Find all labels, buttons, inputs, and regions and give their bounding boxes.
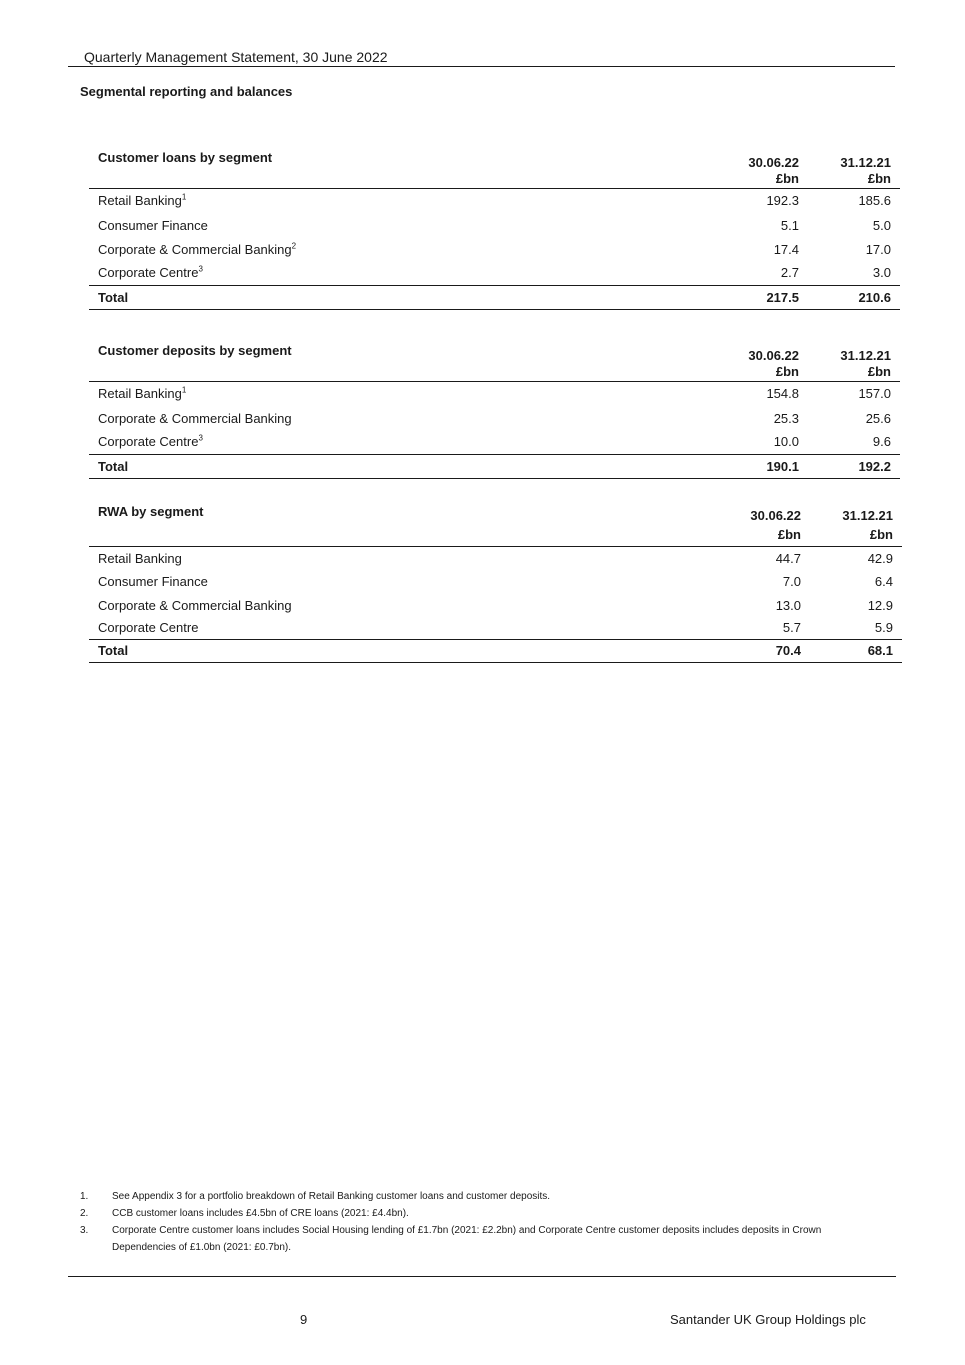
footnote-ref: 1 [181,385,187,395]
row-label: Corporate Centre [98,620,199,636]
footnote-ref: 2 [291,241,297,251]
cell-value: 42.9 [867,550,893,566]
cell-value: 6.4 [874,574,893,589]
row-label: Total [89,285,716,309]
table-row [89,381,900,406]
cell-value: 9.6 [872,434,891,450]
column-header: 31.12.21 [842,508,893,523]
customer-loans-table [89,144,900,310]
cell-value: 17.4 [773,241,799,257]
unit-label: £bn [716,363,808,381]
table-row [89,188,900,213]
footnote [80,1205,880,1222]
footnote-text: CCB customer loans includes £4.5bn of CRE loans (2021: £4.4bn). [112,1208,409,1219]
cell-value: 25.3 [773,410,799,426]
footer-divider [68,1276,896,1277]
cell-value: 185.6 [858,193,891,209]
row-label: Retail Banking [98,193,182,209]
table-row [89,213,900,237]
column-header: 31.12.21 [840,155,891,170]
footnote-number: 1. [80,1191,89,1202]
cell-value: 5.7 [782,620,801,636]
row-label: Total [89,639,718,662]
cell-value: 13.0 [775,597,801,613]
footnote [80,1188,880,1205]
table-row [89,593,902,617]
column-header: 31.12.21 [840,348,891,363]
table-row [89,570,902,593]
table-title: Customer loans by segment [98,149,273,165]
cell-value: 5.1 [780,217,799,233]
row-label: Corporate Centre [98,434,199,450]
row-label: Corporate & Commercial Banking [98,241,292,257]
page-number: 9 [300,1312,308,1327]
table-title: Customer deposits by segment [98,342,292,358]
unit-label: £bn [716,170,808,188]
unit-label: £bn [718,523,810,546]
row-label: Consumer Finance [98,574,208,589]
table-row [89,617,902,639]
cell-value: 5.9 [874,620,893,636]
table-row [89,406,900,430]
row-label: Retail Banking [98,550,182,566]
section-title: Segmental reporting and balances [80,84,293,99]
column-header: 30.06.22 [748,155,799,170]
total-row [89,639,902,662]
cell-value: 10.0 [773,434,799,450]
cell-value: 154.8 [766,386,799,402]
table-row [89,546,902,570]
cell-value: 7.0 [782,574,801,589]
column-header: 30.06.22 [750,508,801,523]
cell-value: 68.1 [810,639,902,662]
cell-value: 70.4 [718,639,810,662]
footnotes [80,1188,880,1256]
cell-value: 44.7 [775,550,801,566]
table-row [89,237,900,261]
header-divider [68,66,895,67]
cell-value: 190.1 [716,454,808,478]
cell-value: 17.0 [865,241,891,257]
footnote-text: See Appendix 3 for a portfolio breakdown of Retail Banking customer loans and customer deposits. [112,1191,551,1202]
unit-label: £bn [808,363,900,381]
cell-value: 192.2 [808,454,900,478]
footnote-ref: 3 [198,433,203,443]
row-label: Retail Banking [98,386,182,402]
footnote [80,1222,880,1256]
row-label: Corporate & Commercial Banking [98,410,292,426]
row-label: Corporate & Commercial Banking [98,597,292,613]
total-row [89,285,900,309]
cell-value: 12.9 [867,597,893,613]
footnote-ref: 1 [181,192,187,202]
cell-value: 25.6 [865,410,891,426]
table-title: RWA by segment [98,503,204,519]
cell-value: 3.0 [872,265,891,281]
cell-value: 157.0 [858,386,891,402]
row-label: Total [89,454,716,478]
unit-label: £bn [808,170,900,188]
cell-value: 2.7 [780,265,799,281]
footnote-text: Corporate Centre customer loans includes Social Housing lending of £1.7bn (2021: £2.2bn) and Corporate Centre customer deposits includes deposits in Crown Dependencies of £1.0bn (2021: £0.7bn). [112,1225,822,1253]
footnote-number: 2. [80,1208,89,1219]
cell-value: 5.0 [872,217,891,233]
table-row [89,261,900,285]
cell-value: 217.5 [716,285,808,309]
footnote-ref: 3 [198,264,203,274]
cell-value: 192.3 [766,193,799,209]
cell-value: 210.6 [808,285,900,309]
customer-deposits-table [89,337,900,479]
column-header: 30.06.22 [748,348,799,363]
rwa-table [89,499,902,663]
row-label: Corporate Centre [98,265,199,281]
table-row [89,430,900,454]
total-row [89,454,900,478]
unit-label: £bn [810,523,902,546]
footnote-number: 3. [80,1225,89,1236]
document-header-title: Quarterly Management Statement, 30 June 2022 [84,49,388,65]
row-label: Consumer Finance [98,217,208,233]
company-name: Santander UK Group Holdings plc [670,1312,866,1327]
